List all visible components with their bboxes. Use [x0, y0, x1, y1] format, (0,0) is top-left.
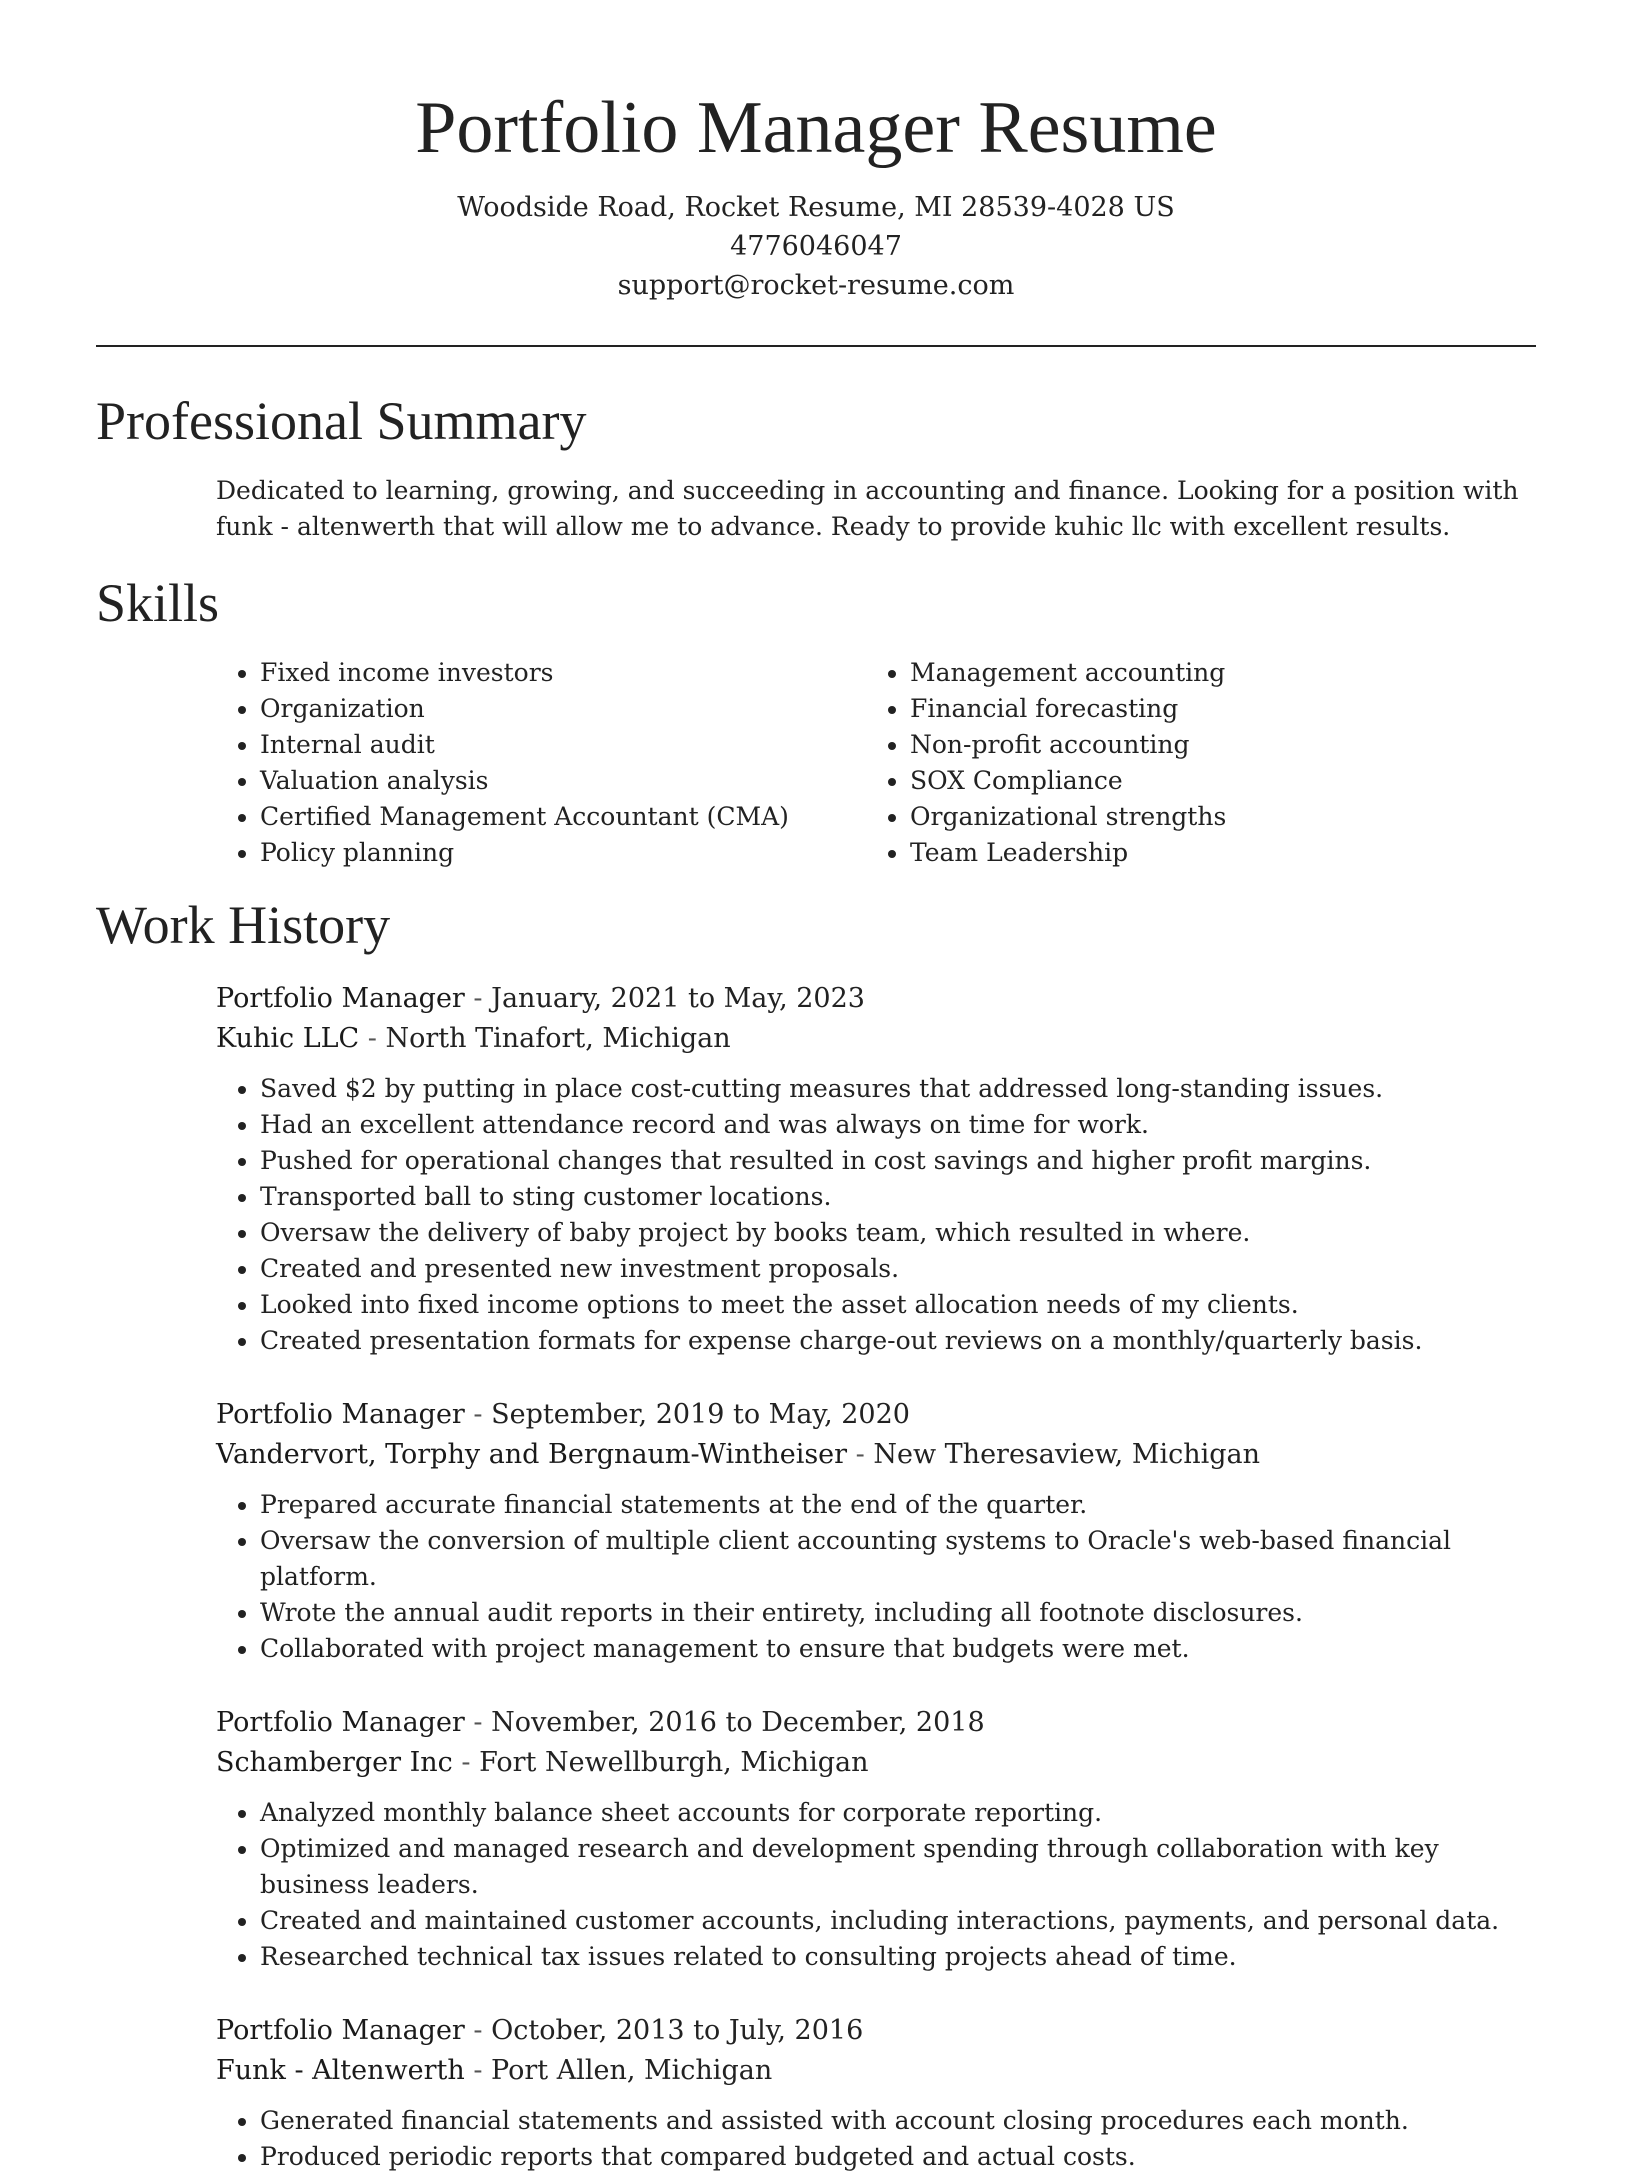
job-entry: [216, 2011, 1536, 2175]
skills-column-2: [866, 655, 1226, 871]
job-title-line: Portfolio Manager - September, 2019 to May, 2020: [216, 1399, 910, 1430]
job-bullets: [216, 2103, 1536, 2175]
job-company-line: Kuhic LLC - North Tinafort, Michigan: [216, 1023, 731, 1054]
summary-text: Dedicated to learning, growing, and succeeding in accounting and finance. Looking for a position with funk - altenwerth that will allow me to advance. Ready to provide kuhic llc with excellent results.: [216, 476, 1519, 541]
job-entry: [216, 1395, 1536, 1667]
job-title-line: Portfolio Manager - January, 2021 to May, 2023: [216, 983, 865, 1014]
job-company: Funk - Altenwerth: [216, 2055, 465, 2086]
job-bullet: • Saved $2 by putting in place cost-cutting measures that addressed long-standing issues.: [260, 1071, 1536, 1107]
job-entry: [216, 1703, 1536, 1975]
job-company: Schamberger Inc: [216, 1747, 453, 1778]
job-bullet: • Oversaw the conversion of multiple client accounting systems to Oracle's web-based financial platform.: [260, 1523, 1536, 1595]
skills-heading: Skills: [96, 573, 220, 633]
job-location: North Tinafort, Michigan: [385, 1023, 731, 1054]
job-bullet: • Analyzed monthly balance sheet accounts for corporate reporting.: [260, 1795, 1536, 1831]
job-bullets: [216, 1487, 1536, 1667]
job-dates: September, 2019 to May, 2020: [491, 1399, 910, 1430]
skill-item: • Financial forecasting: [910, 691, 1226, 727]
address: Woodside Road, Rocket Resume, MI 28539-4028 US: [457, 192, 1175, 223]
job-bullet: • Created and maintained customer accounts, including interactions, payments, and personal data.: [260, 1903, 1536, 1939]
email: support@rocket-resume.com: [617, 270, 1015, 301]
skill-item: • Management accounting: [910, 655, 1226, 691]
header-divider: [96, 345, 1536, 347]
job-company-line: Schamberger Inc - Fort Newellburgh, Michigan: [216, 1747, 869, 1778]
job-bullets: [216, 1795, 1536, 1975]
job-bullet: • Prepared accurate financial statements at the end of the quarter.: [260, 1487, 1536, 1523]
skill-item: • Non-profit accounting: [910, 727, 1226, 763]
job-bullet: • Wrote the annual audit reports in their entirety, including all footnote disclosures.: [260, 1595, 1536, 1631]
job-company: Vandervort, Torphy and Bergnaum-Wintheiser: [216, 1439, 848, 1470]
skill-item: • Organizational strengths: [910, 799, 1226, 835]
job-bullet: • Looked into fixed income options to meet the asset allocation needs of my clients.: [260, 1287, 1536, 1323]
job-bullet: • Transported ball to sting customer locations.: [260, 1179, 1536, 1215]
job-bullet: • Had an excellent attendance record and was always on time for work.: [260, 1107, 1536, 1143]
job-dates: October, 2013 to July, 2016: [491, 2015, 864, 2046]
job-bullet: • Created and presented new investment proposals.: [260, 1251, 1536, 1287]
job-entry: [216, 979, 1536, 1359]
job-title-line: Portfolio Manager - November, 2016 to December, 2018: [216, 1707, 985, 1738]
job-company: Kuhic LLC: [216, 1023, 360, 1054]
job-title: Portfolio Manager: [216, 1399, 465, 1430]
skills-column-1: [216, 655, 866, 871]
skills-list: [216, 655, 1536, 871]
phone: 4776046047: [730, 231, 902, 262]
job-bullet: • Pushed for operational changes that resulted in cost savings and higher profit margins.: [260, 1143, 1536, 1179]
job-company-line: Vandervort, Torphy and Bergnaum-Wintheiser - New Theresaview, Michigan: [216, 1439, 1261, 1470]
job-location: Fort Newellburgh, Michigan: [479, 1747, 869, 1778]
job-bullet: • Generated financial statements and assisted with account closing procedures each month.: [260, 2103, 1536, 2139]
skill-item: • Certified Management Accountant (CMA): [260, 799, 866, 835]
job-dates: January, 2021 to May, 2023: [491, 983, 865, 1014]
contact-info: [0, 188, 1632, 305]
job-bullet: • Collaborated with project management to ensure that budgets were met.: [260, 1631, 1536, 1667]
job-bullet: • Optimized and managed research and development spending through collaboration with key business leaders.: [260, 1831, 1536, 1903]
job-location: Port Allen, Michigan: [491, 2055, 773, 2086]
page-title: Portfolio Manager Resume: [415, 87, 1217, 169]
job-bullets: [216, 1071, 1536, 1359]
job-bullet: • Oversaw the delivery of baby project by books team, which resulted in where.: [260, 1215, 1536, 1251]
job-title: Portfolio Manager: [216, 983, 465, 1014]
job-bullet: • Produced periodic reports that compared budgeted and actual costs.: [260, 2139, 1536, 2175]
job-dates: November, 2016 to December, 2018: [491, 1707, 985, 1738]
job-location: New Theresaview, Michigan: [873, 1439, 1261, 1470]
work-history-heading: Work History: [96, 895, 391, 955]
job-company-line: Funk - Altenwerth - Port Allen, Michigan: [216, 2055, 773, 2086]
skill-item: • Fixed income investors: [260, 655, 866, 691]
skill-item: • Team Leadership: [910, 835, 1226, 871]
skill-item: • Internal audit: [260, 727, 866, 763]
job-title: Portfolio Manager: [216, 2015, 465, 2046]
summary-heading: Professional Summary: [96, 391, 587, 451]
job-bullet: • Researched technical tax issues related to consulting projects ahead of time.: [260, 1939, 1536, 1975]
skill-item: • Organization: [260, 691, 866, 727]
resume-header: [0, 0, 1632, 305]
job-title-line: Portfolio Manager - October, 2013 to July, 2016: [216, 2015, 864, 2046]
skill-item: • Valuation analysis: [260, 763, 866, 799]
job-bullet: • Created presentation formats for expense charge-out reviews on a monthly/quarterly basis.: [260, 1323, 1536, 1359]
job-title: Portfolio Manager: [216, 1707, 465, 1738]
skill-item: • Policy planning: [260, 835, 866, 871]
skill-item: • SOX Compliance: [910, 763, 1226, 799]
